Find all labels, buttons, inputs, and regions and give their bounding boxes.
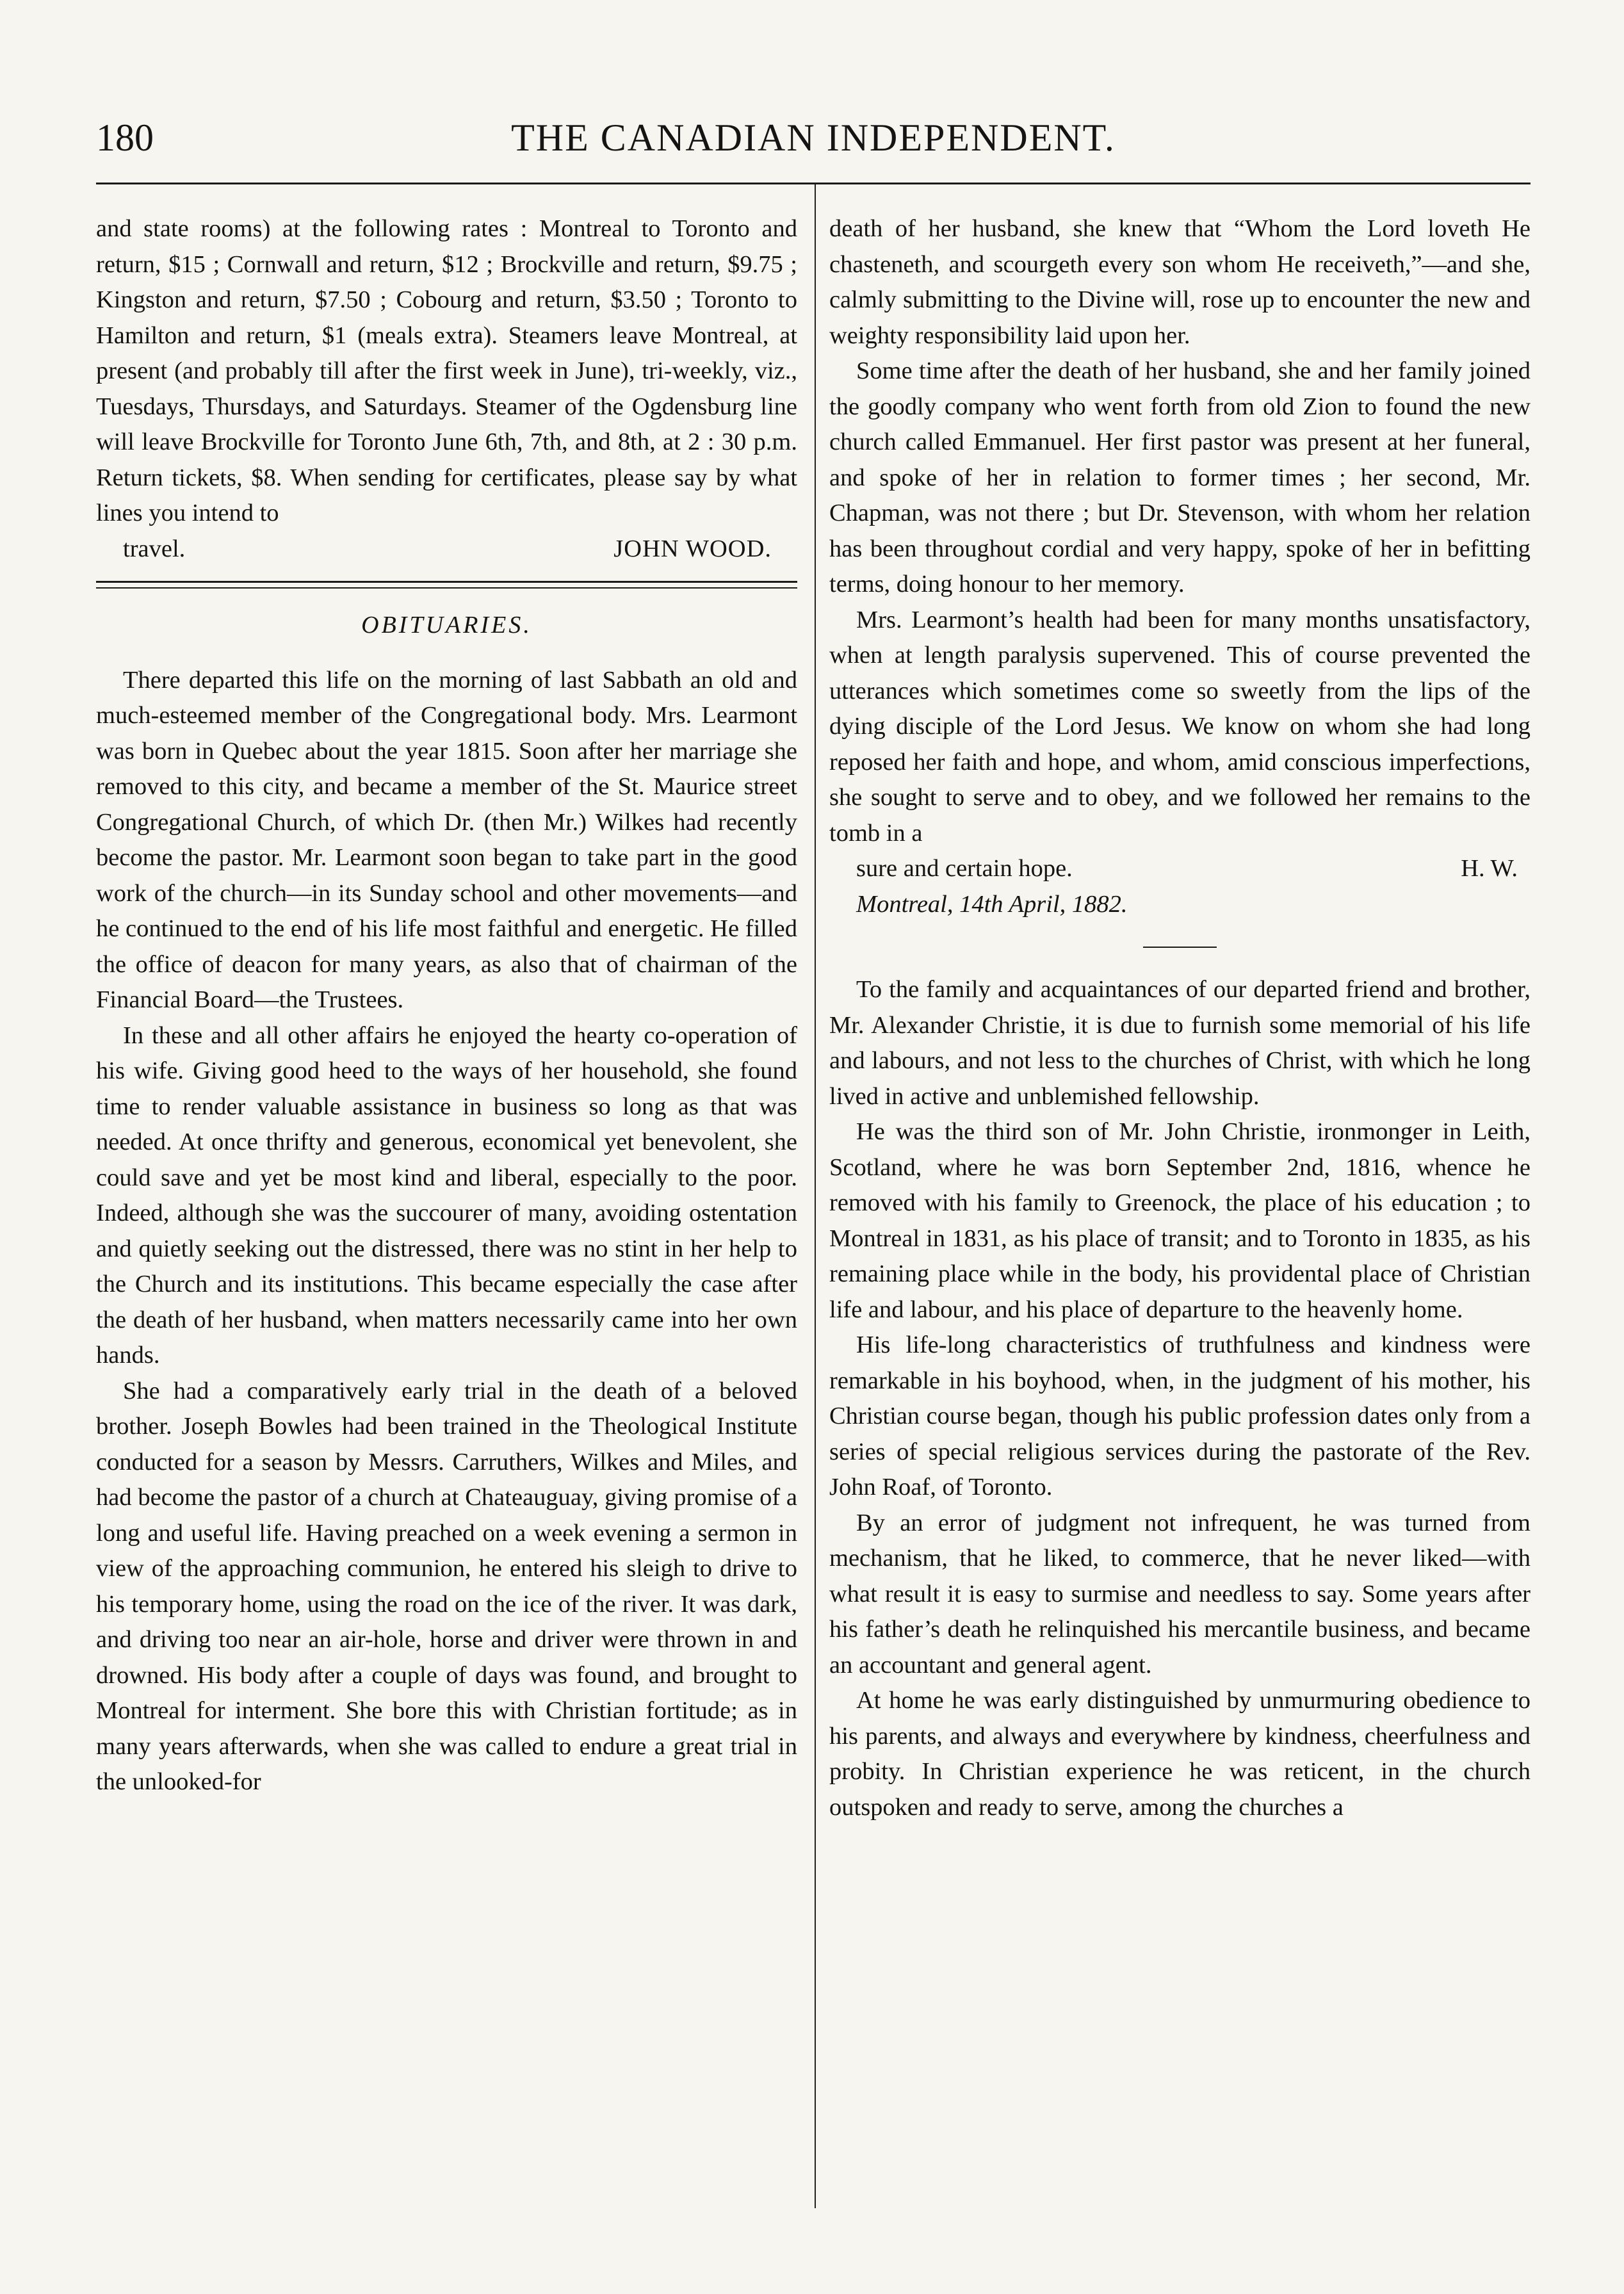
left-column [96,211,797,1800]
obituary-paragraph: Some time after the death of her husband, she and her family joined the goodly company who went forth from old Zion to found the new church called Emmanuel. Her first pastor was present at her funeral, and spoke of her in relation to former times ; her second, Mr. Chapman, was not there ; but Dr. Stevenson, with whom her relation has been throughout cordial and very happy, spoke of her in befitting terms, doing honour to her memory. [829,357,1531,598]
dateline: Montreal, 14th April, 1882. [856,890,1128,918]
column-divider [815,184,816,2208]
notice-signature: JOHN WOOD. [613,535,772,562]
notice-signoff [96,532,797,567]
memorial-paragraph: His life-long characteristics of truthfulness and kindness were remarkable in his boyhood, when, in the judgment of his mother, his Christian course began, though his public profession dates only from a series of special religious services during the pastorate of the Rev. John Roaf, of Toronto. [829,1331,1531,1501]
separator-rule [1143,947,1217,948]
memorial-paragraph: At home he was early distinguished by unmurmuring obedience to his parents, and always and everywhere by kindness, cheerfulness and probity. In Christian experience he was reticent, in the church outspoken and ready to serve, among the churches a [829,1687,1531,1821]
section-double-rule [96,581,797,589]
header-rule [96,183,1531,184]
memorial-paragraph: He was the third son of Mr. John Christie, ironmonger in Leith, Scotland, where he was born September 2nd, 1816, whence he removed with his family to Greenock, the place of his education ; to Montreal in 1831, as his place of transit; and to Toronto in 1835, as his remaining place while in the body, his providental place of Christian life and labour, and his place of departure to the heavenly home. [829,1118,1531,1323]
page-number: 180 [96,117,154,159]
page-header [96,109,1531,167]
memorial-paragraph: By an error of judgment not infrequent, he was turned from mechanism, that he liked, to commerce, that he never liked—with what result it is easy to surmise and needless to say. Some years after his father’s death he relinquished his mercantile business, and became an accountant and general agent. [829,1509,1531,1679]
obituary-paragraph: death of her husband, she knew that “Whom the Lord loveth He chasteneth, and scourgeth every son whom He receiveth,”—and she, calmly submitting to the Divine will, rose up to encounter the new and weighty responsibility laid upon her. [829,215,1531,349]
obituary-signoff [829,851,1531,887]
obituary-last-line: sure and certain hope. [856,855,1073,882]
section-title: OBITUARIES. [361,612,532,639]
obituary-paragraph: She had a comparatively early trial in the death of a beloved brother. Joseph Bowles had been trained in the Theological Institute conducted for a season by Messrs. Carruthers, Wilkes and Miles, and had become the pastor of a church at Chateauguay, giving promise of a long and useful life. Having preached on a week evening a sermon in view of the approaching communion, he entered his sleigh to drive to his temporary home, using the road on the ice of the river. It was dark, and driving too near an air-hole, horse and driver were thrown in and drowned. His body after a couple of days was found, and brought to Montreal for interment. She bore this with Christian fortitude; as in many years afterwards, when she was called to endure a great trial in the unlooked-for [96,1377,797,1795]
author-initials: H. W. [1461,855,1518,882]
obituary-paragraph: There departed this life on the morning of last Sabbath an old and much-esteemed member of the Congregational body. Mrs. Learmont was born in Quebec about the year 1815. Soon after her marriage she removed to this city, and became a member of the St. Maurice street Congregational Church, of which Dr. (then Mr.) Wilkes had recently become the pastor. Mr. Learmont soon began to take part in the good work of the church—in its Sunday school and other movements—and he continued to the end of his life most faithful and energetic. He filled the office of deacon for many years, as also that of chairman of the Financial Board—the Trustees. [96,666,797,1013]
notice-paragraph: and state rooms) at the following rates : Montreal to Toronto and return, $15 ; Cornwall and return, $12 ; Brockville and return, $9.75 ; Kingston and return, $7.50 ; Cobourg and return, $3.50 ; Toronto to Hamilton and return, $1 (meals extra). Steamers leave Montreal, at present (and probably till after the first week in June), tri-weekly, viz., Tuesdays, Thursdays, and Saturdays. Steamer of the Ogdensburg line will leave Brockville for Toronto June 6th, 7th, and 8th, at 2 : 30 p.m. Return tickets, $8. When sending for certificates, please say by what lines you intend to [96,215,797,526]
right-column [829,211,1531,1825]
obituary-paragraph: Mrs. Learmont’s health had been for many months unsatisfactory, when at length paralysis supervened. This of course prevented the utterances which sometimes come so sweetly from the lips of the dying disciple of the Lord Jesus. We know on whom she had long reposed her faith and hope, and whom, amid conscious imperfections, she sought to serve and to obey, and we followed her remains to the tomb in a [829,606,1531,847]
memorial-paragraph: To the family and acquaintances of our departed friend and brother, Mr. Alexander Christie, it is due to furnish some memorial of his life and labours, and not less to the churches of Christ, with which he long lived in active and unblemished fellowship. [829,976,1531,1110]
notice-last-word: travel. [123,535,186,562]
obituary-paragraph: In these and all other affairs he enjoyed the hearty co-operation of his wife. Giving good heed to the ways of her household, she found time to render valuable assistance in business so long as that was needed. At once thrifty and generous, economical yet benevolent, she could save and yet be most kind and liberal, especially to the poor. Indeed, although she was the succourer of many, avoiding ostentation and quietly seeking out the distressed, there was no stint in her help to the Church and its institutions. This became especially the case after the death of her husband, when matters necessarily came into her own hands. [96,1021,797,1369]
running-title: THE CANADIAN INDEPENDENT. [511,117,1116,159]
